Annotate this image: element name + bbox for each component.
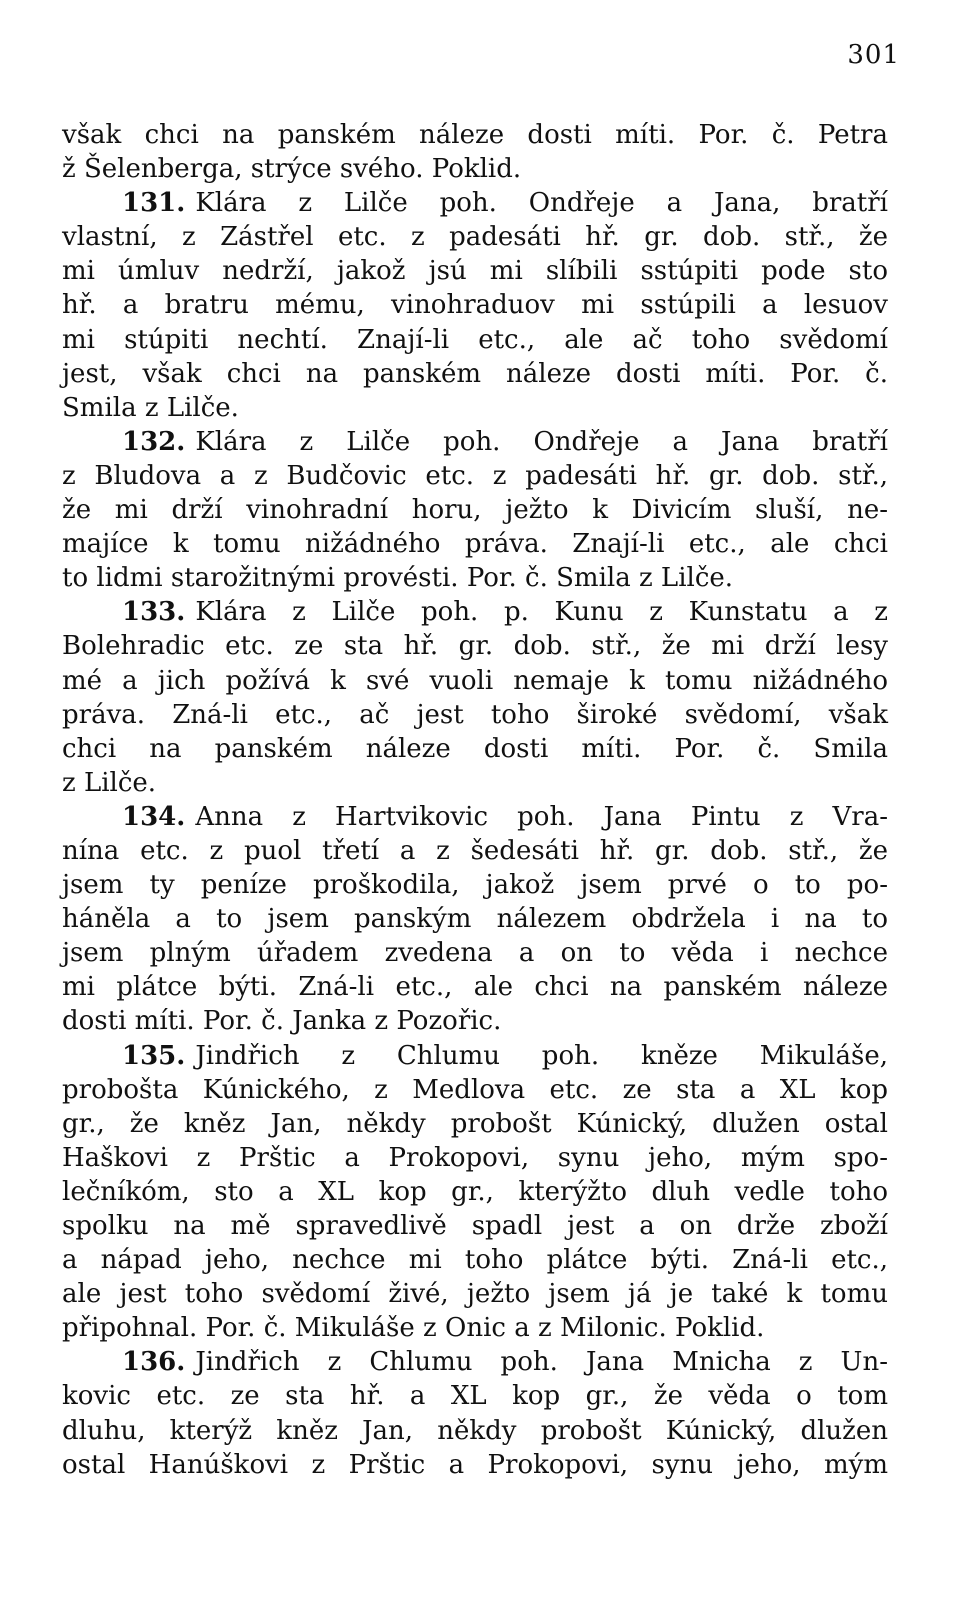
entry-number: 136. bbox=[122, 1347, 186, 1378]
line-text: Jindřich z Chlumu poh. kněze Mikuláše, bbox=[195, 1040, 888, 1071]
text-line bbox=[62, 1345, 888, 1379]
line-text: jsem ty peníze proškodila, jakož jsem prvé o to po- bbox=[62, 870, 888, 901]
line-text: Anna z Hartvikovic poh. Jana Pintu z Vra- bbox=[195, 801, 888, 832]
text-line bbox=[62, 1073, 888, 1107]
line-text: však chci na panském náleze dosti míti. Por. č. Petra bbox=[62, 120, 888, 150]
text-line bbox=[62, 1141, 888, 1175]
line-text: Klára z Lilče poh. Ondřeje a Jana, bratří bbox=[195, 188, 888, 219]
entry-number: 134. bbox=[122, 801, 186, 832]
text-line bbox=[62, 1209, 888, 1243]
page-number: 301 bbox=[847, 40, 900, 70]
line-text: z Lilče. bbox=[62, 767, 157, 798]
text-line bbox=[62, 459, 888, 493]
text-line bbox=[62, 800, 888, 834]
line-text: gr., že kněz Jan, někdy probošt Kúnický, dlužen ostal bbox=[62, 1108, 888, 1139]
text-line bbox=[62, 118, 888, 152]
text-line bbox=[62, 1107, 888, 1141]
line-text: práva. Zná-li etc., ač jest toho široké svědomí, však bbox=[62, 699, 888, 730]
text-line bbox=[62, 288, 888, 322]
text-line bbox=[62, 1277, 888, 1311]
line-text: nína etc. z puol třetí a z šedesáti hř. gr. dob. stř., že bbox=[62, 835, 888, 866]
text-line bbox=[62, 629, 888, 663]
line-text: dosti míti. Por. č. Janka z Pozořic. bbox=[62, 1006, 502, 1037]
line-text: připohnal. Por. č. Mikuláše z Onic a z Milonic. Poklid. bbox=[62, 1313, 765, 1344]
line-text: že mi drží vinohradní horu, ježto k Divicím sluší, ne- bbox=[62, 495, 888, 526]
line-text: kovic etc. ze sta hř. a XL kop gr., že věda o tom bbox=[62, 1381, 888, 1412]
text-line bbox=[62, 357, 888, 391]
text-line bbox=[62, 766, 888, 800]
line-text: Smila z Lilče. bbox=[62, 392, 239, 423]
line-text: lečníkóm, sto a XL kop gr., kterýžto dluh vedle toho bbox=[62, 1176, 888, 1207]
text-line bbox=[62, 152, 888, 186]
entry-number: 133. bbox=[122, 597, 186, 628]
line-text: Bolehradic etc. ze sta hř. gr. dob. stř., že mi drží lesy bbox=[62, 631, 888, 662]
line-text: hř. a bratru mému, vinohraduov mi sstúpili a lesuov bbox=[62, 290, 888, 321]
line-text: a nápad jeho, nechce mi toho plátce býti. Zná-li etc., bbox=[62, 1245, 888, 1276]
text-line bbox=[62, 425, 888, 459]
line-text: mi úmluv nedrží, jakož jsú mi slíbili sstúpiti pode sto bbox=[62, 256, 888, 287]
text-body bbox=[62, 118, 888, 1482]
entry-number: 131. bbox=[122, 188, 186, 219]
line-text: jsem plným úřadem zvedena a on to věda i nechce bbox=[62, 938, 888, 969]
text-line bbox=[62, 561, 888, 595]
text-line bbox=[62, 1004, 888, 1038]
text-line bbox=[62, 254, 888, 288]
line-text: majíce k tomu nižádného práva. Znají-li etc., ale chci bbox=[62, 529, 888, 560]
line-text: háněla a to jsem panským nálezem obdržela i na to bbox=[62, 904, 888, 935]
text-line bbox=[62, 527, 888, 561]
line-text: Jindřich z Chlumu poh. Jana Mnicha z Un- bbox=[195, 1347, 888, 1378]
text-line bbox=[62, 1039, 888, 1073]
line-text: probošta Kúnického, z Medlova etc. ze sta a XL kop bbox=[62, 1074, 888, 1105]
line-text: spolku na mě spravedlivě spadl jest a on drže zboží bbox=[62, 1211, 888, 1241]
text-line bbox=[62, 664, 888, 698]
line-text: jest, však chci na panském náleze dosti míti. Por. č. bbox=[62, 358, 888, 389]
text-line bbox=[62, 595, 888, 629]
line-text: ostal Hanúškovi z Prštic a Prokopovi, synu jeho, mým bbox=[62, 1449, 888, 1480]
line-text: Haškovi z Prštic a Prokopovi, synu jeho, mým spo- bbox=[62, 1142, 888, 1173]
text-line bbox=[62, 391, 888, 425]
text-line bbox=[62, 698, 888, 732]
line-text: mi plátce býti. Zná-li etc., ale chci na panském náleze bbox=[62, 972, 888, 1003]
line-text: chci na panském náleze dosti míti. Por. č. Smila bbox=[62, 733, 888, 764]
line-text: z Bludova a z Budčovic etc. z padesáti hř. gr. dob. stř., bbox=[62, 460, 888, 491]
text-line bbox=[62, 970, 888, 1004]
text-line bbox=[62, 220, 888, 254]
line-text: Klára z Lilče poh. p. Kunu z Kunstatu a z bbox=[195, 597, 888, 628]
text-line bbox=[62, 834, 888, 868]
text-line bbox=[62, 186, 888, 220]
text-line bbox=[62, 732, 888, 766]
line-text: mi stúpiti nechtí. Znají-li etc., ale ač toho svědomí bbox=[62, 324, 888, 355]
line-text: to lidmi starožitnými provésti. Por. č. Smila z Lilče. bbox=[62, 563, 734, 594]
text-line bbox=[62, 1243, 888, 1277]
text-line bbox=[62, 493, 888, 527]
text-line bbox=[62, 1414, 888, 1448]
text-line bbox=[62, 1311, 888, 1345]
line-text: ž Šelenberga, strýce svého. Poklid. bbox=[62, 154, 522, 185]
text-line bbox=[62, 323, 888, 357]
line-text: vlastní, z Zástřel etc. z padesáti hř. gr. dob. stř., že bbox=[62, 222, 888, 253]
line-text: ale jest toho svědomí živé, ježto jsem já je také k tomu bbox=[62, 1279, 888, 1310]
text-line bbox=[62, 902, 888, 936]
line-text: dluhu, kterýž kněz Jan, někdy probošt Kúnický, dlužen bbox=[62, 1415, 888, 1446]
text-line bbox=[62, 1175, 888, 1209]
text-line bbox=[62, 936, 888, 970]
text-line bbox=[62, 868, 888, 902]
text-line bbox=[62, 1379, 888, 1413]
entry-number: 135. bbox=[122, 1040, 186, 1071]
entry-number: 132. bbox=[122, 426, 186, 457]
line-text: Klára z Lilče poh. Ondřeje a Jana bratří bbox=[195, 426, 888, 457]
text-line bbox=[62, 1448, 888, 1482]
line-text: mé a jich požívá k své vuoli nemaje k tomu nižádného bbox=[62, 665, 888, 696]
